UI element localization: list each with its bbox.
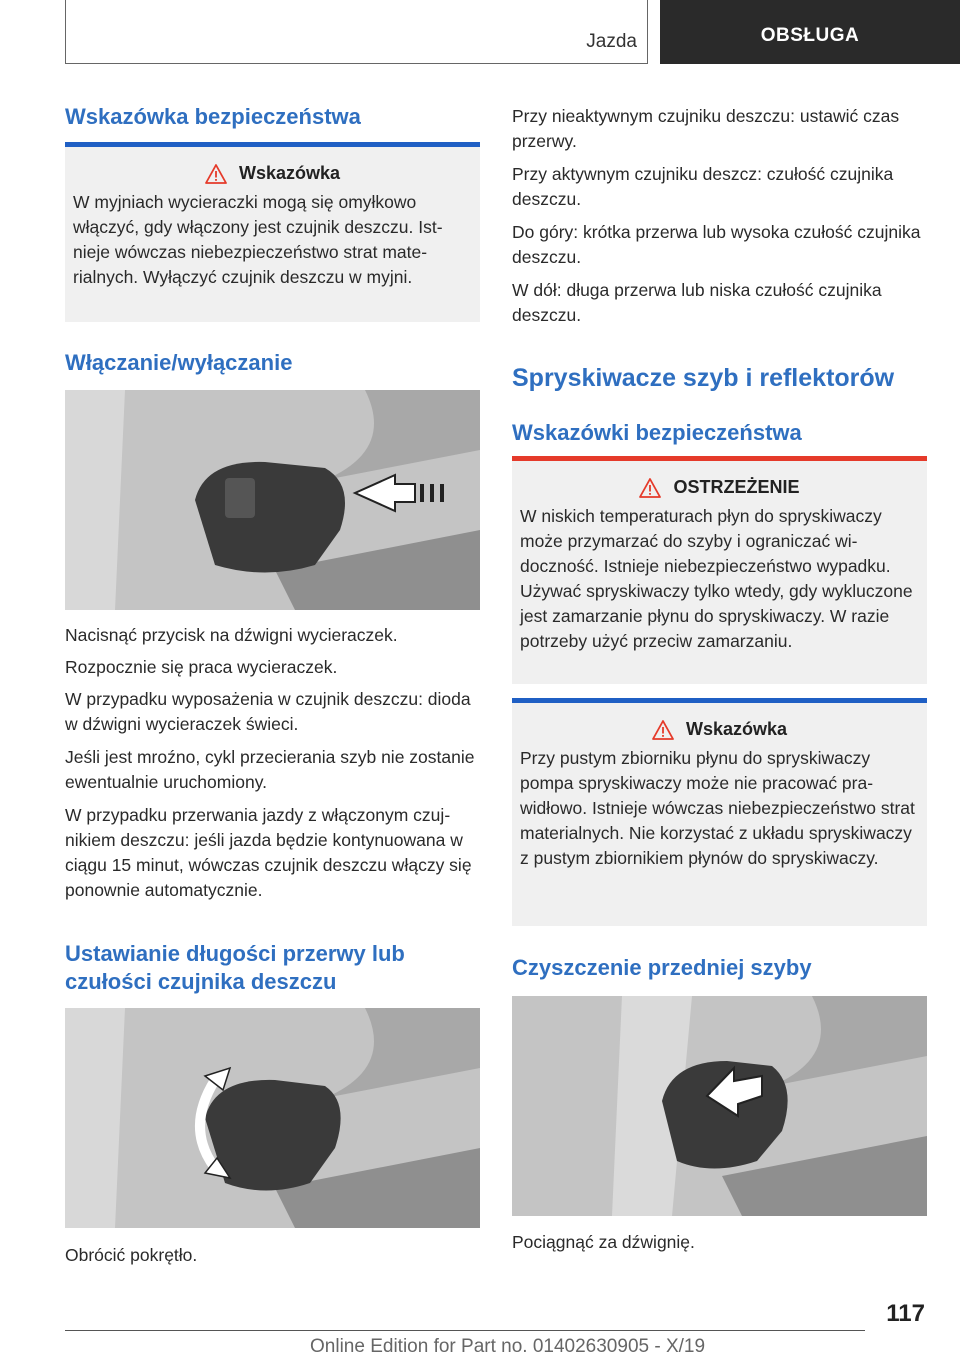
heading-on-off: Włączanie/wyłączanie (65, 350, 293, 375)
warning-body: W niskich temperaturach płyn do spryskiwaczy może przymarzać do szyby i ograniczać widoczność. Istnieje niebezpieczeństwo wypadku. Używać spryskiwaczy tylko wtedy, gdy wykluczone jest zamarzanie płynu do spryskiwaczy. W razie potrzeby użyć przeciw zamarzaniu. (520, 506, 913, 651)
notice-title-row (520, 719, 919, 740)
heading-interval: Ustawianie długości przerwy lub czułości czujnika deszczu (65, 941, 405, 994)
wiper-lever-pull-image (512, 996, 927, 1216)
text-auto-restart: W przypadku przerwania jazdy z włączonym czujnikiem deszczu: jeśli jazda będzie kontynuowana w ciągu 15 minut, wówczas czujnik deszczu włączy się ponownie automatycznie. (65, 805, 472, 900)
text-rain-sensor-led: W przypadku wyposażenia w czujnik deszczu: dioda w dźwigni wycieraczek świeci. (65, 689, 471, 734)
heading-safety-notes: Wskazówki bezpieczeństwa (512, 420, 802, 445)
notice-title: Wskazówka (685, 719, 788, 739)
wiper-lever-press-image (65, 390, 480, 610)
header-chapter: OBSŁUGA (660, 0, 960, 64)
text-down: W dół: długa przerwa lub niska czułość czujnika deszczu. (512, 280, 882, 325)
notice-box-empty-tank (512, 698, 927, 926)
notice-title: Wskazówka (238, 163, 341, 183)
text-turn-dial: Obrócić pokrętło. (65, 1245, 198, 1265)
notice-body: W myjniach wycieraczki mogą się omyłkowo włączyć, gdy włączony jest czujnik deszczu. Istnieje wówczas niebezpieczeństwo strat materialnych. Wyłączyć czujnik deszczu w myjni. (73, 192, 443, 287)
heading-washers: Spryskiwacze szyb i reflektorów (512, 364, 895, 392)
notice-box-car-wash (65, 142, 480, 322)
footer-divider (65, 1330, 865, 1331)
text-inactive-sensor: Przy nieaktywnym czujniku deszczu: ustawić czas przerwy. (512, 106, 900, 151)
footer-edition: Online Edition for Part no. 01402630905 - X/19 (310, 1336, 706, 1357)
text-wipers-start: Rozpocznie się praca wycieraczek. (65, 657, 338, 677)
warning-triangle-icon (652, 720, 674, 740)
warning-triangle-icon (639, 478, 661, 498)
header-frame (65, 0, 648, 64)
text-up: Do góry: krótka przerwa lub wysoka czułość czujnika deszczu. (512, 222, 921, 267)
header-section: Jazda (586, 31, 637, 52)
page-number: 117 (886, 1300, 925, 1327)
notice-body: Przy pustym zbiorniku płynu do spryskiwaczy pompa spryskiwaczy może nie pracować prawidłowo. Istnieje wówczas niebezpieczeństwo strat materialnych. Nie korzystać z układu spryskiwaczy z pustym zbiornikiem płynów do spryskiwaczy. (520, 748, 915, 868)
notice-title-row (73, 163, 472, 184)
text-active-sensor: Przy aktywnym czujniku deszcz: czułość czujnika deszczu. (512, 164, 894, 209)
warning-triangle-icon (205, 164, 227, 184)
warning-title: OSTRZEŻENIE (673, 477, 800, 497)
text-pull-lever: Pociągnąć za dźwignię. (512, 1232, 695, 1252)
warning-title-row (520, 477, 919, 498)
text-press-button: Nacisnąć przycisk na dźwigni wycieraczek. (65, 625, 398, 645)
warning-box-freezing (512, 456, 927, 684)
text-frost: Jeśli jest mroźno, cykl przecierania szyb nie zostanie ewentualnie uruchomiony. (65, 747, 475, 792)
wiper-dial-rotate-image (65, 1008, 480, 1228)
heading-safety-note: Wskazówka bezpieczeństwa (65, 104, 361, 129)
heading-windshield-cleaning: Czyszczenie przedniej szyby (512, 955, 812, 980)
